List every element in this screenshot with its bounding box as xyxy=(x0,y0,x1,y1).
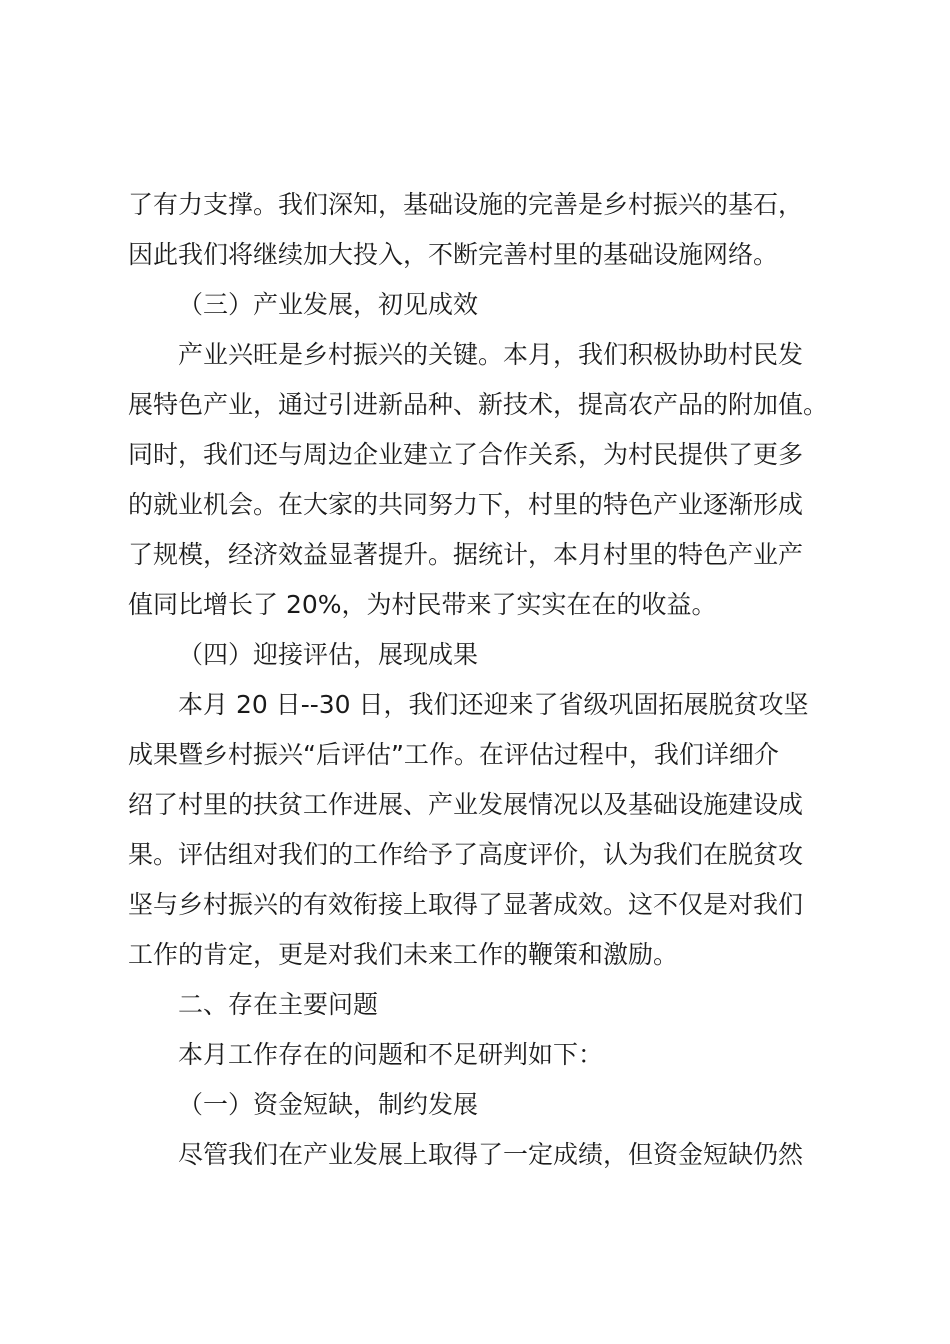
body-line-20: 尽管我们在产业发展上取得了一定成绩，但资金短缺仍然 xyxy=(178,1140,804,1169)
body-line-13: 绍了村里的扶贫工作进展、产业发展情况以及基础设施建设成 xyxy=(128,790,804,819)
chapter-heading-2: 二、存在主要问题 xyxy=(178,990,379,1019)
body-line-12: 成果暨乡村振兴“后评估”工作。在评估过程中，我们详细介 xyxy=(128,740,779,769)
body-line-2: 因此我们将继续加大投入，不断完善村里的基础设施网络。 xyxy=(128,240,779,269)
body-line-16: 工作的肯定，更是对我们未来工作的鞭策和激励。 xyxy=(128,940,679,969)
body-line-8: 了规模，经济效益显著提升。据统计，本月村里的特色产业产 xyxy=(128,540,804,569)
body-line-9: 值同比增长了 20%，为村民带来了实实在在的收益。 xyxy=(128,590,717,619)
body-line-6: 同时，我们还与周边企业建立了合作关系，为村民提供了更多 xyxy=(128,440,804,469)
body-line-1: 了有力支撑。我们深知，基础设施的完善是乡村振兴的基石， xyxy=(128,190,804,219)
body-line-5: 展特色产业，通过引进新品种、新技术，提高农产品的附加值。 xyxy=(128,390,829,419)
section-heading-1: （一）资金短缺，制约发展 xyxy=(178,1090,479,1119)
body-line-14: 果。评估组对我们的工作给予了高度评价，认为我们在脱贫攻 xyxy=(128,840,804,869)
body-line-11: 本月 20 日--30 日，我们还迎来了省级巩固拓展脱贫攻坚 xyxy=(178,690,809,719)
body-line-4: 产业兴旺是乡村振兴的关键。本月，我们积极协助村民发 xyxy=(178,340,804,369)
section-heading-3: （三）产业发展，初见成效 xyxy=(178,290,479,319)
body-line-7: 的就业机会。在大家的共同努力下，村里的特色产业逐渐形成 xyxy=(128,490,804,519)
section-heading-4: （四）迎接评估，展现成果 xyxy=(178,640,479,669)
body-line-18: 本月工作存在的问题和不足研判如下： xyxy=(178,1040,604,1069)
body-line-15: 坚与乡村振兴的有效衔接上取得了显著成效。这不仅是对我们 xyxy=(128,890,804,919)
document-body xyxy=(128,180,848,1180)
